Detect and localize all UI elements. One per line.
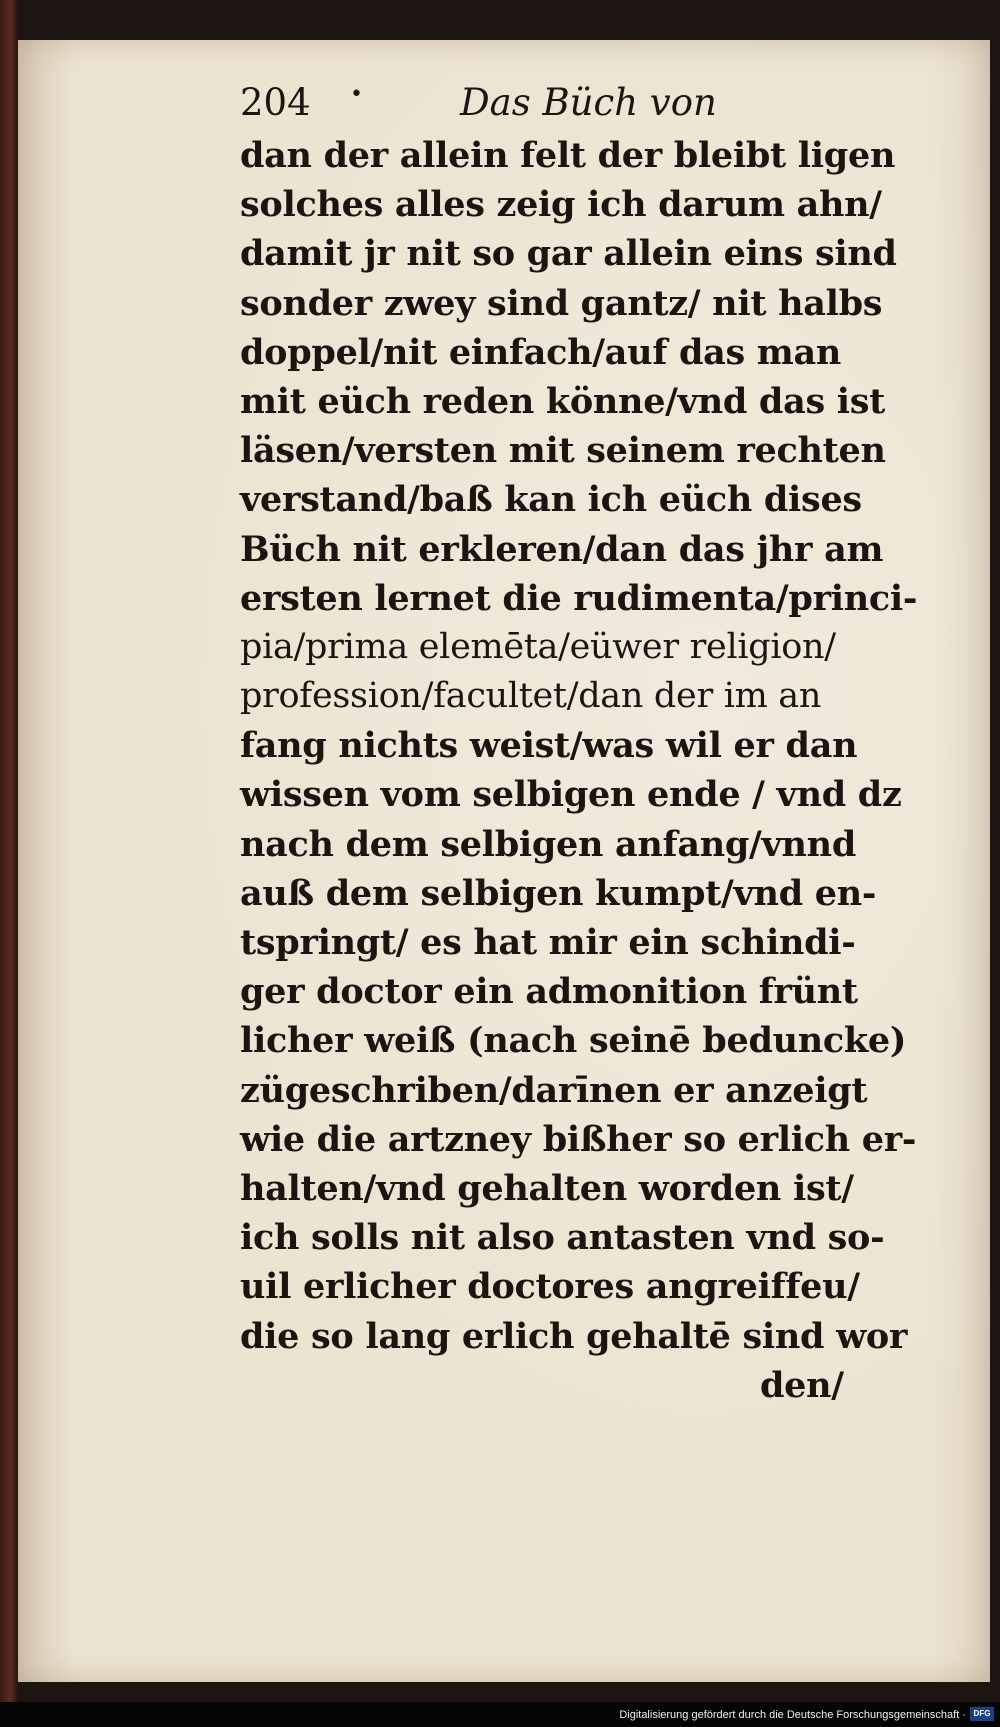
text-line: auß dem selbigen kumpt/vnd en-: [240, 872, 877, 914]
text-line: wie die artzney bißher so erlich er-: [240, 1118, 917, 1160]
text-line: halten/vnd gehalten worden ist/: [240, 1167, 854, 1209]
text-line: läsen/versten mit seinem rechten: [240, 430, 886, 472]
text-line: ich solls nit also antasten vnd so-: [240, 1217, 885, 1259]
dfg-logo: DFG: [970, 1707, 994, 1721]
text-line: Büch nit erkleren/dan das jhr am: [240, 528, 884, 570]
page-header: [240, 75, 940, 131]
text-line: profession/facultet/dan der im an: [240, 676, 822, 717]
page-number: 204: [240, 81, 311, 124]
text-line: zügeschriben/darīnen er anzeigt: [240, 1069, 868, 1111]
text-line: die so lang erlich gehaltē sind wor: [240, 1315, 908, 1357]
text-line: nach dem selbigen anfang/vnnd: [240, 823, 857, 865]
running-head: Das Büch von: [460, 81, 717, 124]
text-line: mit eüch reden könne/vnd das ist: [240, 380, 886, 422]
ornament-dot: •: [350, 82, 363, 107]
book-binding-edge: [0, 0, 18, 1727]
text-line: den/: [760, 1364, 844, 1406]
text-line: dan der allein felt der bleibt ligen: [240, 135, 896, 176]
text-line: doppel/nit einfach/auf das man: [240, 331, 842, 373]
text-line: ersten lernet die rudimenta/princi-: [240, 577, 918, 619]
text-line: licher weiß (nach seinē beduncke): [240, 1020, 907, 1062]
text-line: ger doctor ein admonition frünt: [240, 971, 858, 1013]
digitization-credit: Digitalisierung gefördert durch die Deutsche Forschungsgemeinschaft ·: [619, 1709, 966, 1721]
text-line: wissen vom selbigen ende / vnd dz: [240, 774, 902, 816]
text-line: verstand/baß kan ich eüch dises: [240, 479, 862, 521]
text-block: [240, 75, 940, 1410]
text-line: pia/prima elemēta/eüwer religion/: [240, 626, 836, 667]
text-line: solches alles zeig ich darum ahn/: [240, 184, 882, 226]
text-line: fang nichts weist/was wil er dan: [240, 725, 858, 767]
text-line: uil erlicher doctores angreiffeu/: [240, 1266, 860, 1308]
text-line: sonder zwey sind gantz/ nit halbs: [240, 282, 883, 324]
text-line: tspringt/ es hat mir ein schindi-: [240, 922, 856, 963]
text-line: damit jr nit so gar allein eins sind: [240, 233, 897, 275]
